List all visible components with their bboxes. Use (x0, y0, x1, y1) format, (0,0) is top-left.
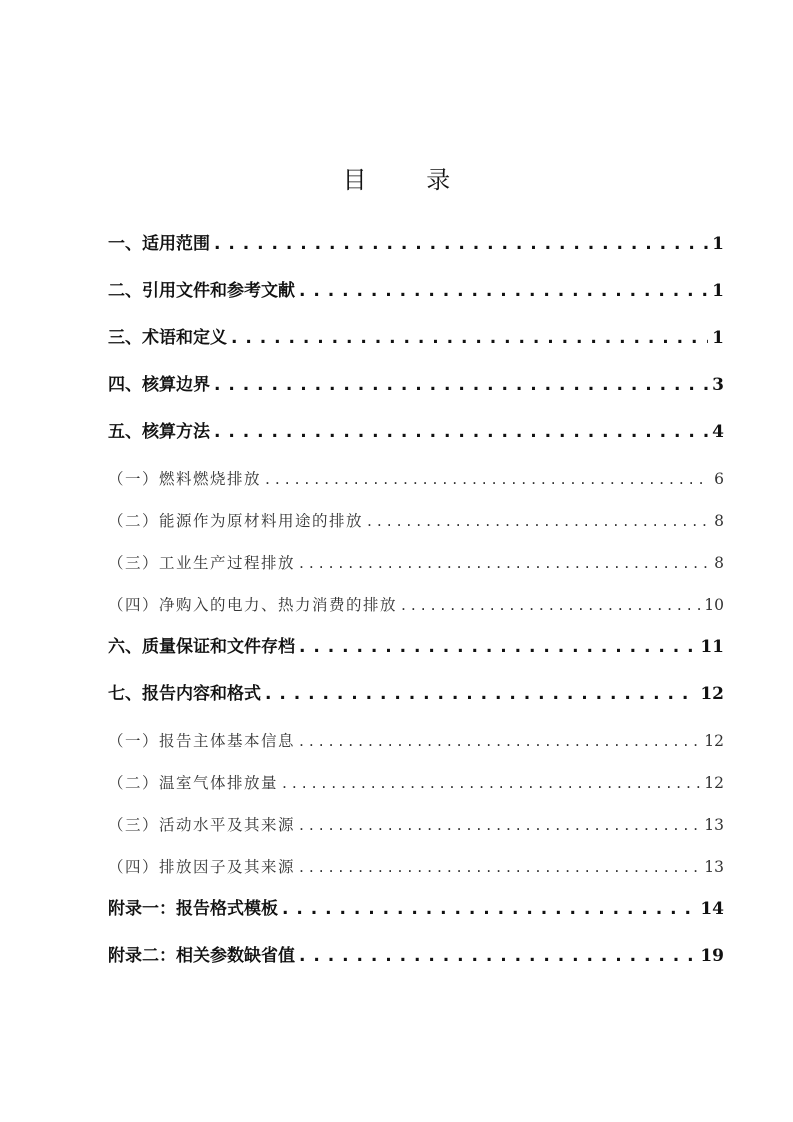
toc-dot-leader (299, 938, 696, 974)
toc-dot-leader (214, 226, 708, 262)
toc-entry-label: 五、核算方法 (108, 422, 210, 442)
toc-page-number: 8 (714, 512, 724, 530)
toc-subentry[interactable] (108, 545, 724, 587)
toc-entry-label: 六、质量保证和文件存档 (108, 637, 295, 657)
toc-dot-leader (299, 273, 708, 309)
toc-subentry[interactable] (108, 587, 724, 629)
toc-page-number: 12 (700, 684, 724, 704)
toc-subentry-label: （二）温室气体排放量 (108, 774, 279, 792)
toc-dot-leader (214, 414, 708, 450)
toc-entry[interactable] (108, 938, 724, 985)
toc-dot-leader (282, 765, 700, 801)
toc-page-number: 19 (700, 946, 724, 966)
toc-page-number: 1 (712, 281, 724, 301)
toc-dot-leader (299, 723, 700, 759)
toc-page-number: 8 (714, 554, 724, 572)
toc-dot-leader (265, 676, 696, 712)
toc-page-number: 4 (712, 422, 724, 442)
toc-subentry[interactable] (108, 461, 724, 503)
toc-subentry-label: （二）能源作为原材料用途的排放 (108, 512, 364, 530)
toc-page-number: 12 (704, 774, 724, 792)
toc-page-number: 6 (714, 470, 724, 488)
page-title: 目 录 (342, 166, 477, 194)
toc-page-number: 13 (704, 816, 724, 834)
toc-dot-leader (231, 320, 708, 356)
toc-entry-label: 七、报告内容和格式 (108, 684, 261, 704)
toc-subentry[interactable] (108, 807, 724, 849)
toc-dot-leader (265, 461, 710, 497)
toc-entry-label: 一、适用范围 (108, 234, 210, 254)
toc-entry[interactable] (108, 367, 724, 414)
toc-subentry[interactable] (108, 503, 724, 545)
table-of-contents (108, 226, 724, 985)
toc-entry[interactable] (108, 273, 724, 320)
toc-entry-label: 三、术语和定义 (108, 328, 227, 348)
toc-page-number: 1 (712, 234, 724, 254)
toc-subentry[interactable] (108, 765, 724, 807)
toc-dot-leader (299, 849, 700, 885)
toc-entry[interactable] (108, 226, 724, 273)
toc-subentry[interactable] (108, 723, 724, 765)
toc-page-number: 12 (704, 732, 724, 750)
toc-subentry-label: （三）活动水平及其来源 (108, 816, 296, 834)
toc-subentry-label: （四）排放因子及其来源 (108, 858, 296, 876)
toc-dot-leader (367, 503, 710, 539)
toc-subentry-label: （一）燃料燃烧排放 (108, 470, 262, 488)
toc-page-number: 10 (704, 596, 724, 614)
toc-subentry-label: （一）报告主体基本信息 (108, 732, 296, 750)
toc-entry[interactable] (108, 891, 724, 938)
toc-dot-leader (282, 891, 696, 927)
toc-entry-label: 四、核算边界 (108, 375, 210, 395)
toc-page-number: 13 (704, 858, 724, 876)
toc-page-number: 14 (700, 899, 724, 919)
toc-page-number: 11 (700, 637, 724, 657)
toc-entry[interactable] (108, 676, 724, 723)
toc-dot-leader (214, 367, 708, 403)
toc-dot-leader (299, 545, 710, 581)
toc-entry[interactable] (108, 414, 724, 461)
toc-subentry[interactable] (108, 849, 724, 891)
toc-entry-label: 附录二：相关参数缺省值 (108, 946, 295, 966)
toc-entry-label: 二、引用文件和参考文献 (108, 281, 295, 301)
toc-entry-label: 附录一：报告格式模板 (108, 899, 278, 919)
toc-dot-leader (299, 629, 696, 665)
toc-subentry-label: （三）工业生产过程排放 (108, 554, 296, 572)
toc-dot-leader (401, 587, 700, 623)
toc-dot-leader (299, 807, 700, 843)
toc-entry[interactable] (108, 629, 724, 676)
toc-page-number: 1 (712, 328, 724, 348)
toc-page-number: 3 (712, 375, 724, 395)
toc-entry[interactable] (108, 320, 724, 367)
toc-subentry-label: （四）净购入的电力、热力消费的排放 (108, 596, 398, 614)
